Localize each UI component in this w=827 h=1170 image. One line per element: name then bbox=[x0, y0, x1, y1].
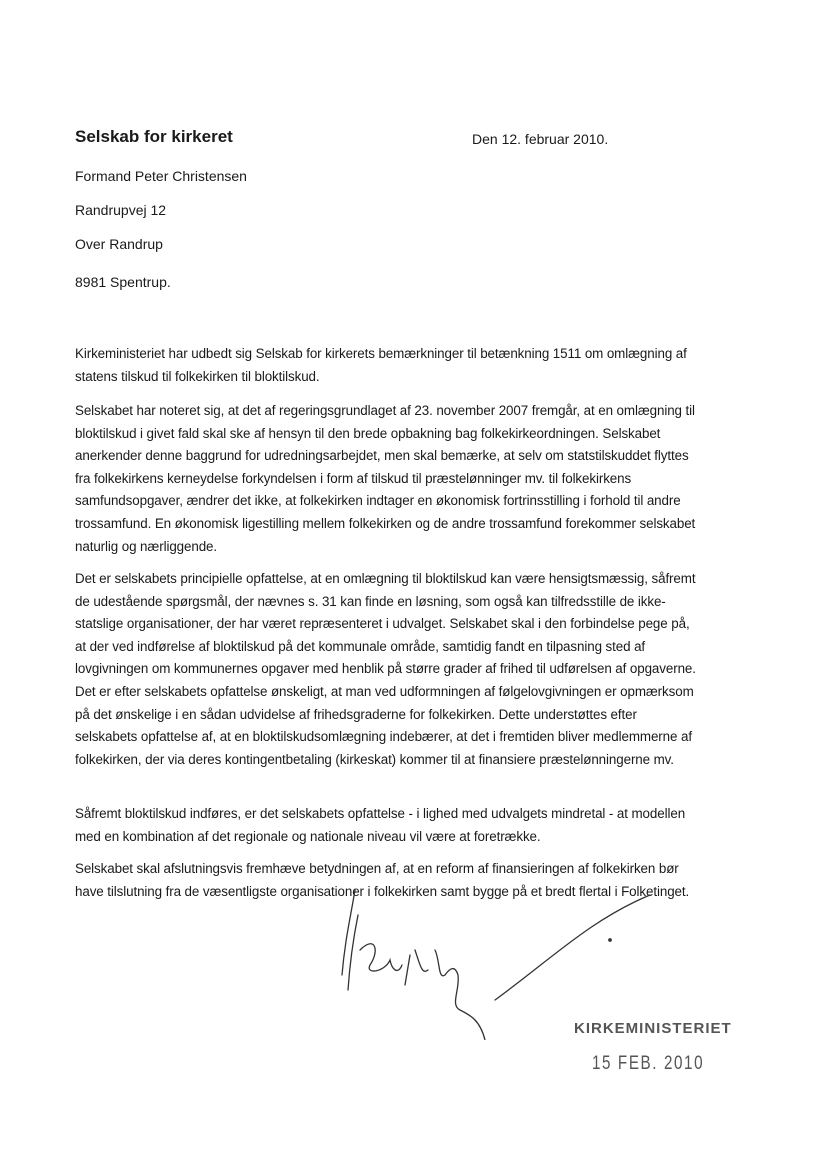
received-stamp-name: KIRKEMINISTERIET bbox=[574, 1020, 732, 1037]
paragraph-3-line: Det er efter selskabets opfattelse ønskeligt, at man ved udformningen af følgelovgivningen er opmærksom bbox=[75, 684, 694, 699]
paragraph-2-line: samfundsopgaver, ændrer det ikke, at folkekirken indtager en økonomisk fortrinsstilling i forhold til andre bbox=[75, 493, 681, 509]
address-line: Formand Peter Christensen bbox=[75, 168, 247, 184]
paragraph-3-line: de udestående spørgsmål, der nævnes s. 31 kan finde en løsning, som også kan tilfredsstille de ikke- bbox=[75, 593, 666, 609]
address-line: Randrupvej 12 bbox=[75, 202, 167, 218]
paragraph-3-line: Det er selskabets principielle opfattelse, at en omlægning til bloktilskud kan være hensigtsmæssig, såfremt bbox=[75, 571, 696, 586]
paragraph-3-line: folkekirken, der via deres kontingentbetaling (kirkeskat) kommer til at finansiere præstelønningerne mv. bbox=[75, 751, 674, 767]
sender-organization: Selskab for kirkeret bbox=[75, 127, 233, 146]
paragraph-5-line: Selskabet skal afslutningsvis fremhæve betydningen af, at en reform af finansieringen af folkekirken bør bbox=[75, 861, 679, 876]
letter-date: Den 12. februar 2010. bbox=[472, 131, 609, 147]
paragraph-2-line: bloktilskud i givet fald skal ske af hensyn til den brede opbakning bag folkekirkeordningen. Selskabet bbox=[75, 425, 661, 441]
paragraph-3-line: på det ønskelige i en sådan udvidelse af frihedsgraderne for folkekirken. Dette understøttes efter bbox=[75, 706, 637, 722]
paragraph-2-line: anerkender denne baggrund for udredningsarbejdet, men skal bemærke, at selv om statstilskuddet flyttes bbox=[75, 448, 689, 464]
paragraph-3-line: at der ved indførelse af bloktilskud på det kommunale område, samtidig fandt en tilpasning sted af bbox=[75, 638, 646, 654]
paragraph-2-line: fra folkekirkens kerneydelse forkyndelsen i form af tilskud til præstelønninger mv. til folkekirkens bbox=[75, 470, 632, 486]
address-line: Over Randrup bbox=[75, 236, 163, 252]
paragraph-4-line: med en kombination af det regionale og nationale niveau vil være at foretrække. bbox=[75, 828, 541, 844]
paragraph-2-line: trossamfund. En økonomisk ligestilling mellem folkekirken og de andre trossamfund forekommer selskabet bbox=[75, 516, 696, 531]
address-line: 8981 Spentrup. bbox=[75, 274, 171, 290]
received-stamp-date: 15 FEB. 2010 bbox=[592, 1053, 705, 1074]
paragraph-2-line: naturlig og nærliggende. bbox=[75, 538, 218, 554]
paragraph-2-line: Selskabet har noteret sig, at det af regeringsgrundlaget af 23. november 2007 fremgår, at en omlægning til bbox=[75, 403, 695, 418]
paragraph-3-line: statslige organisationer, der har været repræsenteret i udvalget. Selskabet skal i den forbindelse pege på, bbox=[75, 616, 690, 632]
paragraph-5-line: have tilslutning fra de væsentligste organisationer i folkekirken samt bygge på et bredt flertal i Folketinget. bbox=[75, 883, 690, 899]
paragraph-1-line: statens tilskud til folkekirken til bloktilskud. bbox=[75, 368, 320, 384]
handwritten-signature bbox=[320, 880, 660, 1040]
paragraph-3-line: selskabets opfattelse af, at en bloktilskudsomlægning indebærer, at det i fremtiden bliver medlemmerne af bbox=[75, 729, 692, 745]
paragraph-4-line: Såfremt bloktilskud indføres, er det selskabets opfattelse - i lighed med udvalgets mindretal - at modellen bbox=[75, 806, 686, 821]
paragraph-1-line: Kirkeministeriet har udbedt sig Selskab for kirkerets bemærkninger til betænkning 1511 om omlægning af bbox=[75, 346, 687, 361]
paragraph-3-line: lovgivningen om kommunernes opgaver med henblik på større grader af frihed til udførelsen af opgaverne. bbox=[75, 661, 696, 677]
